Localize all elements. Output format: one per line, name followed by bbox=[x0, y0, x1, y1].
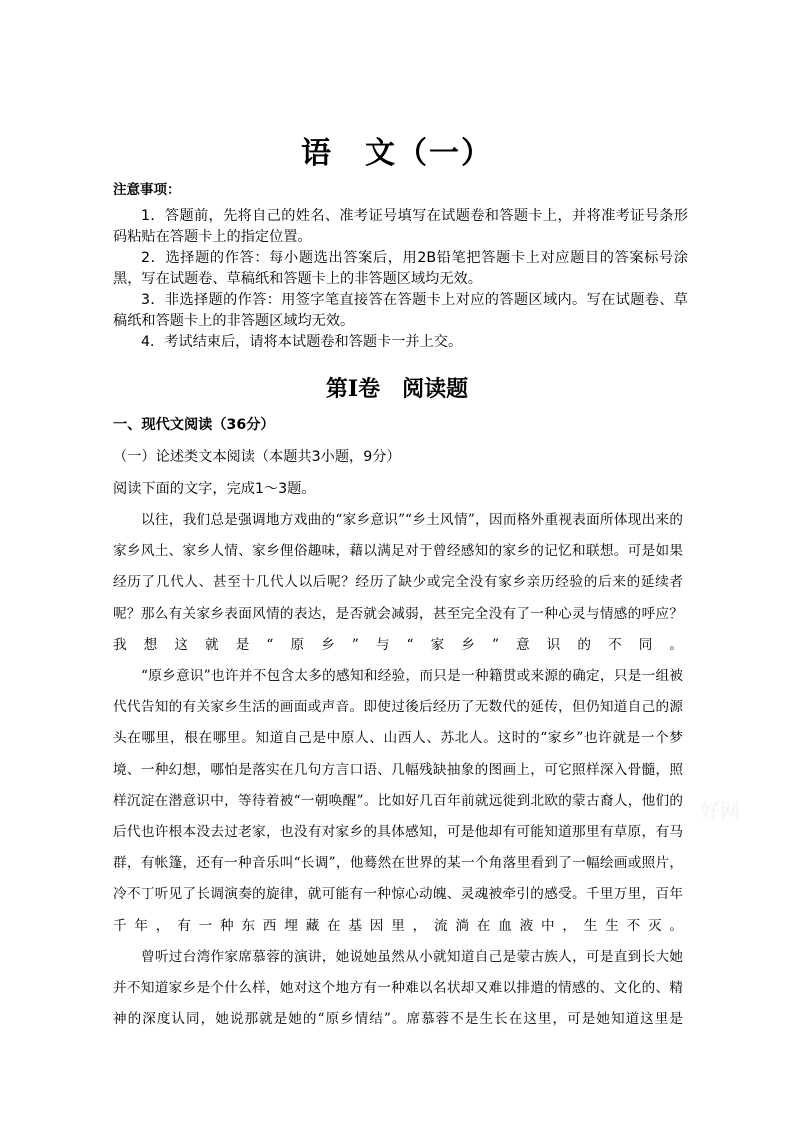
passage-paragraph-2: “原乡意识”也许并不包含太多的感知和经验，而只是一种籍贯或来源的确定，只是一组被代代告知的有关家乡生活的画面或声音。即使过後后经历了无数代的延传，但仍知道自己的源头在哪里，根在哪里。知道自己是中原人、山西人、苏北人。这时的“家乡”也许就是一个梦境、一种幻想，哪怕是落实在几句方言口语、几幅残缺抽象的图画上，可它照样深入骨髓，照样沉淀在潜意识中，等待着被“一朝唤醒”。比如好几百年前就远徙到北欧的蒙古裔人，他们的后代也许根本没去过老家，也没有对家乡的具体感知，可是他却有可能知道那里有草原，有马群，有帐篷，还有一种音乐叫“长调”，他蓦然在世界的某一个角落里看到了一幅绘画或照片，冷不丁听见了长调演奏的旋律，就可能有一种惊心动魄、灵魂被牵引的感受。千里万里，百年千年，有一种东西埋藏在基因里，流淌在血液中，生生不灭。 bbox=[113, 668, 683, 934]
exam-title: 语 文（一） bbox=[301, 136, 493, 171]
passage-paragraph-1: 以往，我们总是强调地方戏曲的“家乡意识”“乡土风情”，因而格外重视表面所体现出来的家乡风土、家乡人情、家乡俚俗趣味，藉以满足对于曾经感知的家乡的记忆和联想。可是如果经历了几代人、甚至十几代人以后呢？经历了缺少或完全没有家乡亲历经验的后来的延续者呢？那么有关家乡表面风情的表达，是否就会减弱，甚至完全没有了一种心灵与情感的呼应？我想这就是“原乡”与“家乡”意识的不同。 bbox=[113, 512, 683, 653]
notice-item-2: 2．选择题的作答：每小题选出答案后，用2B铅笔把答题卡上对应题目的答案标号涂黑，写在试题卷、草稿纸和答题卡上的非答题区域均无效。 bbox=[113, 250, 688, 287]
section-title: 第Ⅰ卷 阅读题 bbox=[325, 376, 469, 402]
passage-paragraph-3: 曾听过台湾作家席慕蓉的演讲，她说她虽然从小就知道自己是蒙古族人，可是直到长大她并不知道家乡是个什么样，她对这个地方有一种难以名状却又难以排遣的情感的、文化的、精神的深度认同，她说那就是她的“原乡情结”。席慕蓉不是生长在这里，可是她知道这里是 bbox=[113, 948, 683, 1028]
notice-block bbox=[113, 180, 688, 353]
sub-heading: （一）论述类文本阅读（本题共3小题，9分） bbox=[113, 449, 401, 465]
reading-passage bbox=[113, 505, 683, 1035]
reading-instruction: 阅读下面的文字，完成1～3题。 bbox=[113, 481, 316, 497]
notice-item-4: 4．考试结束后，请将本试题卷和答题卡一并上交。 bbox=[141, 334, 463, 350]
notice-item-1: 1．答题前，先将自己的姓名、准考证号填写在试题卷和答题卡上，并将准考证号条形码粘贴在答题卡上的指定位置。 bbox=[113, 208, 688, 245]
part-heading: 一、现代文阅读（36分） bbox=[113, 417, 275, 433]
notice-heading: 注意事项： bbox=[113, 182, 181, 198]
notice-item-3: 3．非选择题的作答：用签字笔直接答在答题卡上对应的答题区域内。写在试题卷、草稿纸和答题卡上的非答题区域均无效。 bbox=[113, 292, 688, 329]
watermark: 好网 bbox=[700, 799, 740, 823]
